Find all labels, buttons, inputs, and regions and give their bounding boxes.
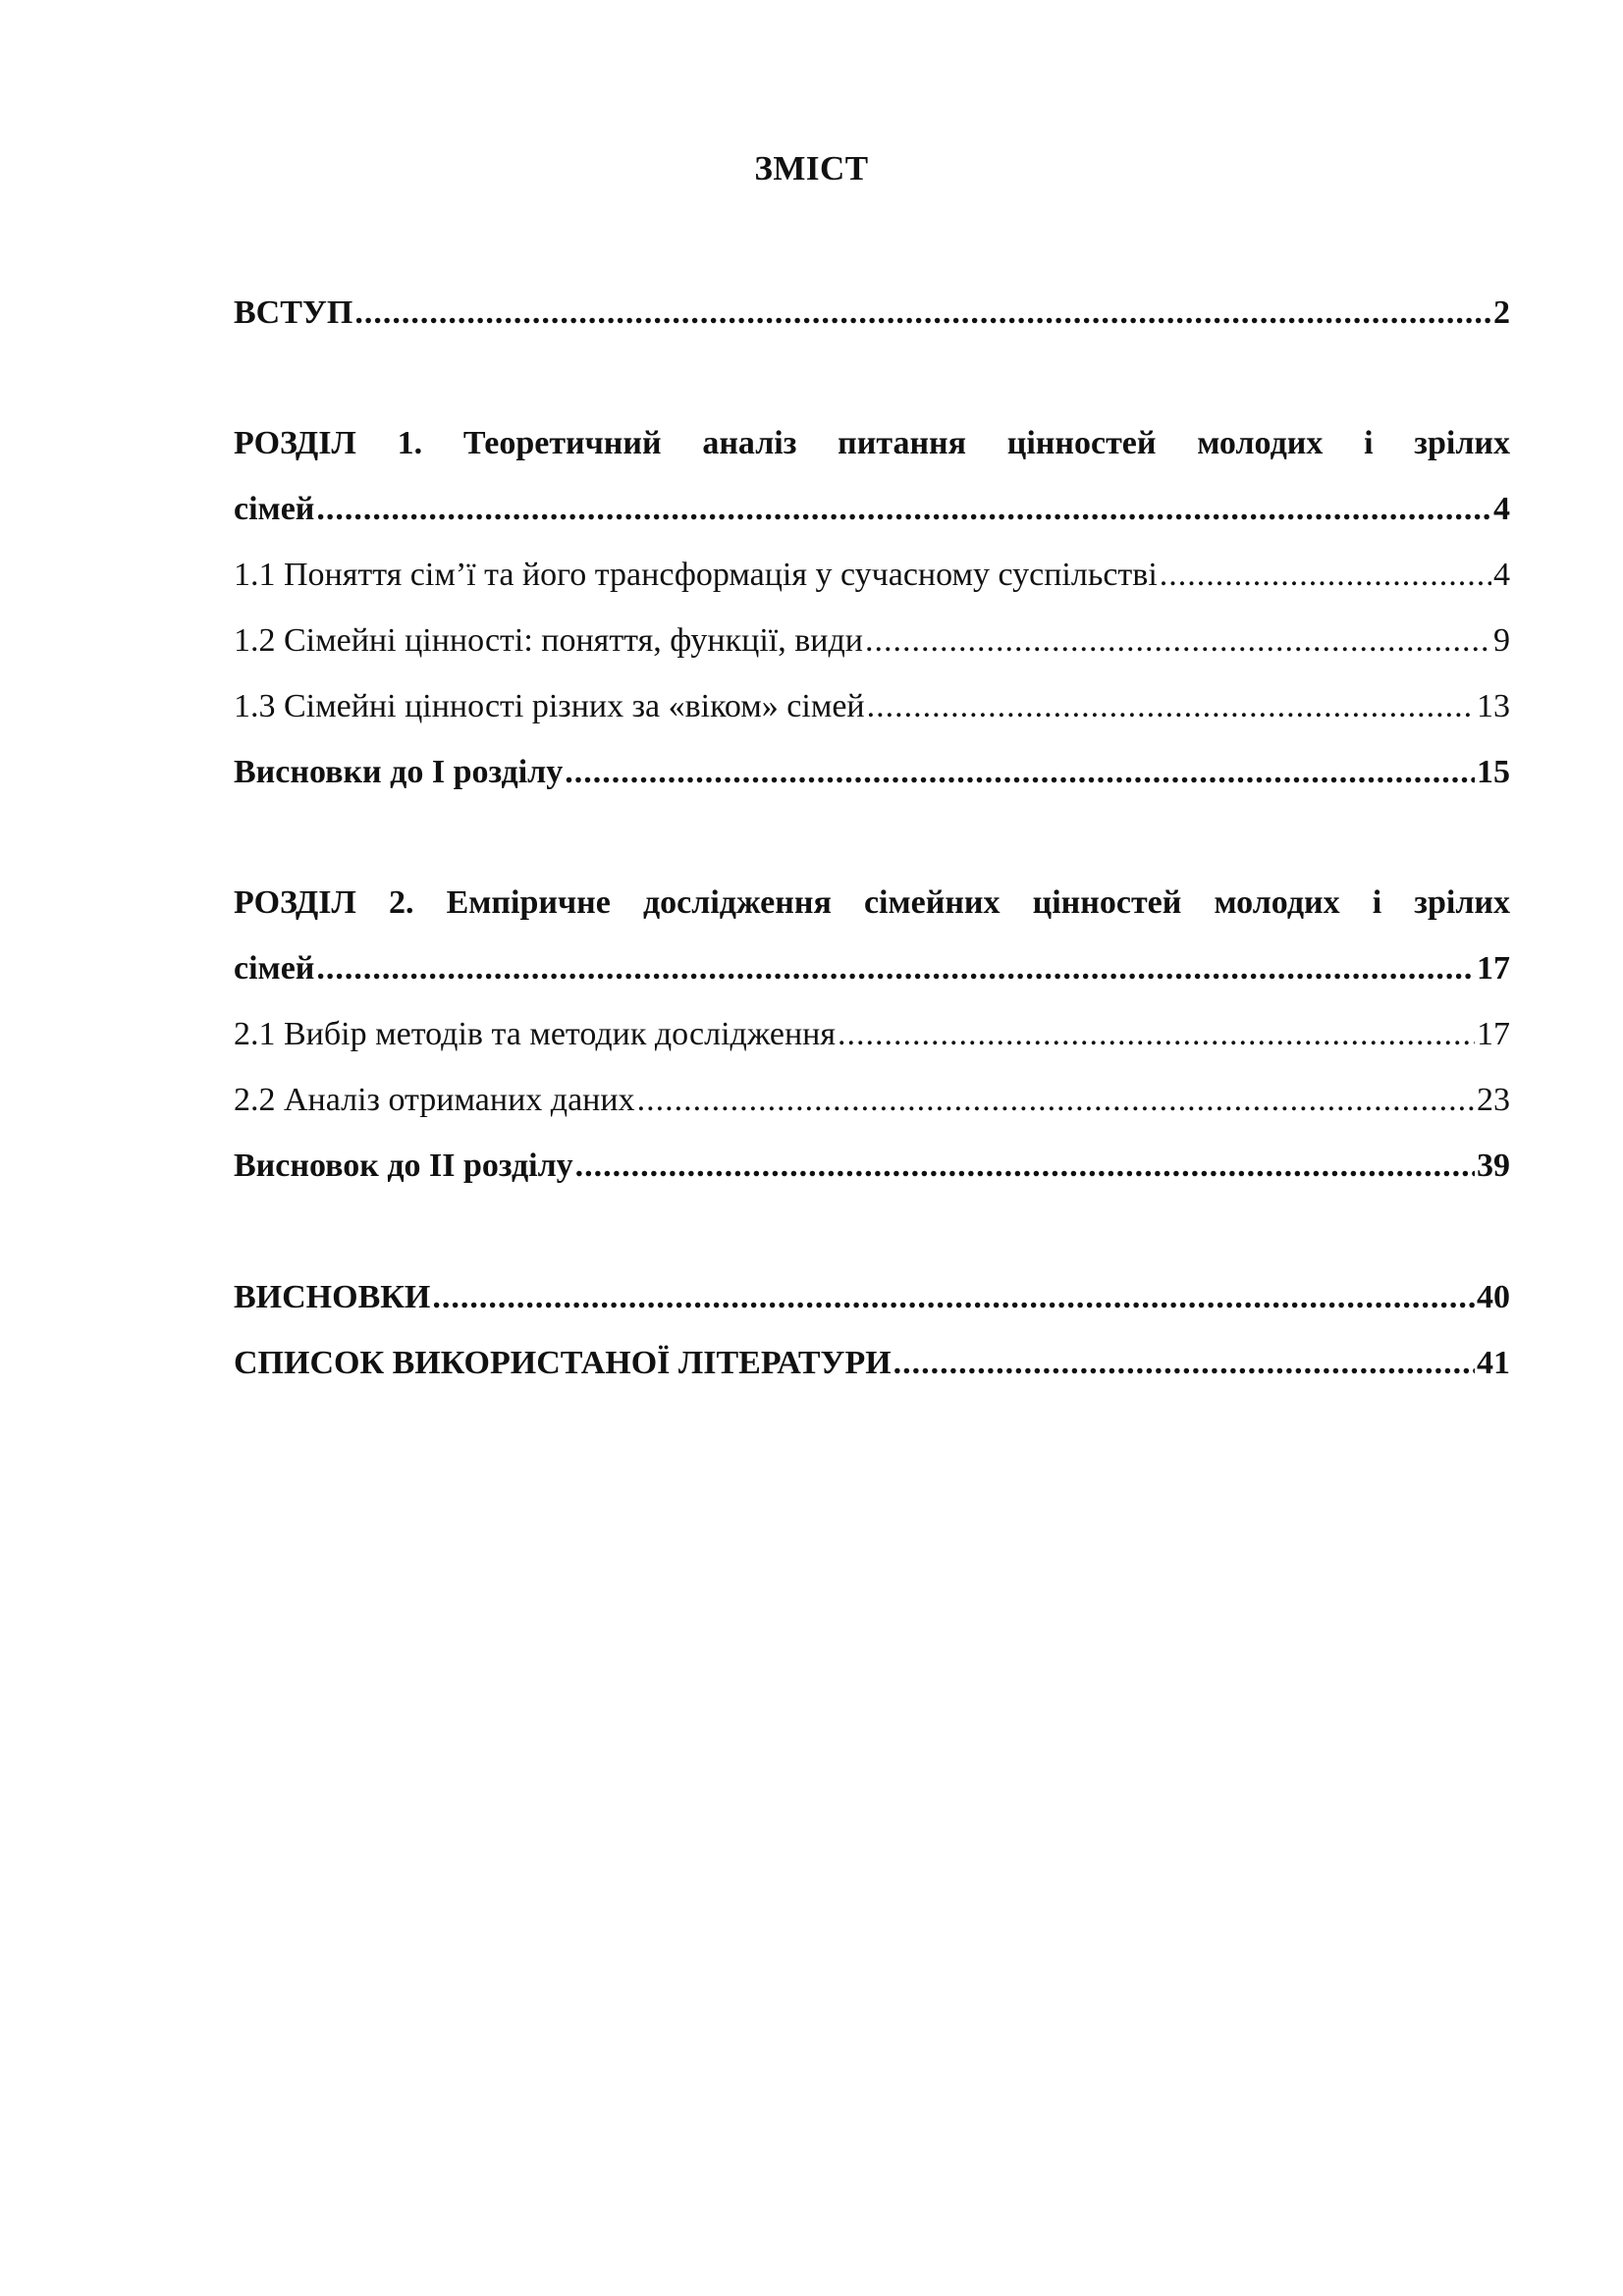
toc-page-number: 41 <box>1477 1345 1510 1381</box>
dot-leader <box>838 1001 1475 1067</box>
toc-page-number: 17 <box>1477 950 1510 987</box>
toc-entry[interactable] <box>234 673 1510 739</box>
toc-entry-label: Висновки до І розділу <box>234 754 564 790</box>
dot-leader <box>316 476 1491 542</box>
toc-entry-label: ВИСНОВКИ <box>234 1279 431 1315</box>
toc-page-number: 17 <box>1477 1016 1510 1052</box>
dot-leader <box>316 935 1475 1001</box>
dot-leader <box>432 1264 1475 1330</box>
toc-entry[interactable] <box>234 1264 1510 1330</box>
dot-leader <box>575 1133 1475 1199</box>
toc-entry[interactable] <box>234 739 1510 805</box>
toc-page-number: 4 <box>1493 557 1510 593</box>
toc-entry-label: 1.2 Сімейні цінності: поняття, функції, види <box>234 622 863 659</box>
toc-entry[interactable] <box>234 935 1510 1001</box>
toc-entry-label: 1.3 Сімейні цінності різних за «віком» сімей <box>234 688 865 724</box>
toc-entry[interactable] <box>234 280 1510 346</box>
toc-entry[interactable] <box>234 476 1510 542</box>
page-title: ЗМІСТ <box>754 149 869 187</box>
toc-entry[interactable] <box>234 1330 1510 1396</box>
toc-entry-label: 2.2 Аналіз отриманих даних <box>234 1082 635 1118</box>
toc-chapter-1 <box>234 410 1510 805</box>
toc-entry-label: СПИСОК ВИКОРИСТАНОЇ ЛІТЕРАТУРИ <box>234 1345 892 1381</box>
toc-entry[interactable] <box>234 1001 1510 1067</box>
toc-page-number: 4 <box>1493 491 1510 527</box>
toc-entry[interactable] <box>234 1067 1510 1133</box>
dot-leader <box>865 608 1491 673</box>
toc-entry-label: ВСТУП <box>234 294 353 331</box>
toc-entry-label: сімей <box>234 491 315 527</box>
toc-page-number: 9 <box>1493 622 1510 659</box>
toc-entry[interactable] <box>234 1133 1510 1199</box>
chapter-2-heading-line-1[interactable]: РОЗДІЛ 2. Емпіричне дослідження сімейних цінностей молодих і зрілих <box>234 884 1510 921</box>
toc-entry[interactable] <box>234 608 1510 673</box>
toc-final <box>234 1264 1510 1396</box>
toc-entry-label: 2.1 Вибір методів та методик дослідження <box>234 1016 836 1052</box>
dot-leader <box>565 739 1475 805</box>
toc-page-number: 13 <box>1477 688 1510 724</box>
toc-entry-label: Висновок до ІІ розділу <box>234 1148 573 1184</box>
toc-page-number: 15 <box>1477 754 1510 790</box>
dot-leader <box>637 1067 1475 1133</box>
toc-page-number: 40 <box>1477 1279 1510 1315</box>
toc-entry-label: сімей <box>234 950 315 987</box>
toc-page-number: 23 <box>1477 1082 1510 1118</box>
toc-page-number: 39 <box>1477 1148 1510 1184</box>
dot-leader <box>354 280 1491 346</box>
dot-leader <box>893 1330 1475 1396</box>
chapter-1-heading-line-1[interactable]: РОЗДІЛ 1. Теоретичний аналіз питання цінностей молодих і зрілих <box>234 425 1510 461</box>
toc-entry[interactable] <box>234 542 1510 608</box>
dot-leader <box>1160 542 1491 608</box>
toc-page-number: 2 <box>1493 294 1510 331</box>
toc-chapter-2 <box>234 870 1510 1199</box>
dot-leader <box>867 673 1475 739</box>
toc-intro <box>234 280 1510 346</box>
toc-entry-label: 1.1 Поняття сім’ї та його трансформація у сучасному суспільстві <box>234 557 1158 593</box>
